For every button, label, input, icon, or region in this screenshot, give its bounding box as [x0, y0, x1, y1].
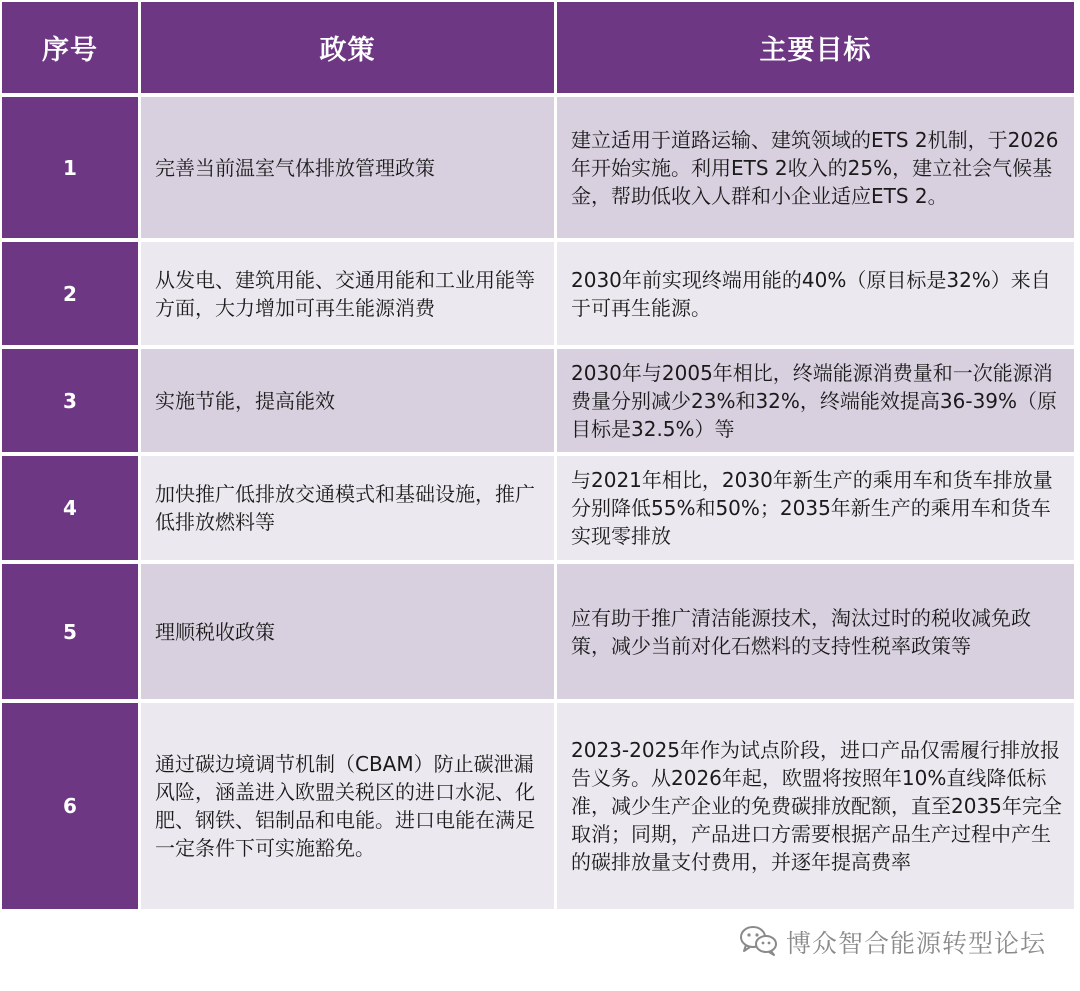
goal-cell: 建立适用于道路运输、建筑领域的ETS 2机制，于2026年开始实施。利用ETS 2收入的25%，建立社会气候基金，帮助低收入人群和小企业适应ETS 2。: [557, 97, 1074, 238]
row-number: 1: [2, 97, 138, 238]
watermark-text: 博众智合能源转型论坛: [785, 929, 1046, 958]
header-goal: 主要目标: [557, 2, 1074, 93]
watermark: [738, 922, 1046, 962]
goal-cell: 2030年与2005年相比，终端能源消费量和一次能源消费量分别减少23%和32%，终端能效提高36-39%（原目标是32.5%）等: [557, 349, 1074, 452]
goal-cell: 应有助于推广清洁能源技术，淘汰过时的税收减免政策，减少当前对化石燃料的支持性税率政策等: [557, 564, 1074, 699]
policy-table: [2, 2, 1074, 909]
goal-cell: 2030年前实现终端用能的40%（原目标是32%）来自于可再生能源。: [557, 242, 1074, 345]
policy-cell: 理顺税收政策: [141, 564, 554, 699]
policy-cell: 完善当前温室气体排放管理政策: [141, 97, 554, 238]
wechat-icon: [738, 924, 778, 960]
row-number: 2: [2, 242, 138, 345]
policy-cell: 通过碳边境调节机制（CBAM）防止碳泄漏风险，涵盖进入欧盟关税区的进口水泥、化肥、钢铁、铝制品和电能。进口电能在满足一定条件下可实施豁免。: [141, 703, 554, 909]
goal-cell: 2023-2025年作为试点阶段，进口产品仅需履行排放报告义务。从2026年起，欧盟将按照年10%直线降低标准，减少生产企业的免费碳排放配额，直至2035年完全取消；同期，产品进口方需要根据产品生产过程中产生的碳排放量支付费用，并逐年提高费率: [557, 703, 1074, 909]
row-number: 5: [2, 564, 138, 699]
row-number: 6: [2, 703, 138, 909]
policy-cell: 实施节能，提高能效: [141, 349, 554, 452]
header-policy: 政策: [141, 2, 554, 93]
header-seq: 序号: [2, 2, 138, 93]
row-number: 4: [2, 456, 138, 560]
goal-cell: 与2021年相比，2030年新生产的乘用车和货车排放量分别降低55%和50%；2035年新生产的乘用车和货车实现零排放: [557, 456, 1074, 560]
policy-cell: 加快推广低排放交通模式和基础设施，推广低排放燃料等: [141, 456, 554, 560]
policy-cell: 从发电、建筑用能、交通用能和工业用能等方面，大力增加可再生能源消费: [141, 242, 554, 345]
row-number: 3: [2, 349, 138, 452]
